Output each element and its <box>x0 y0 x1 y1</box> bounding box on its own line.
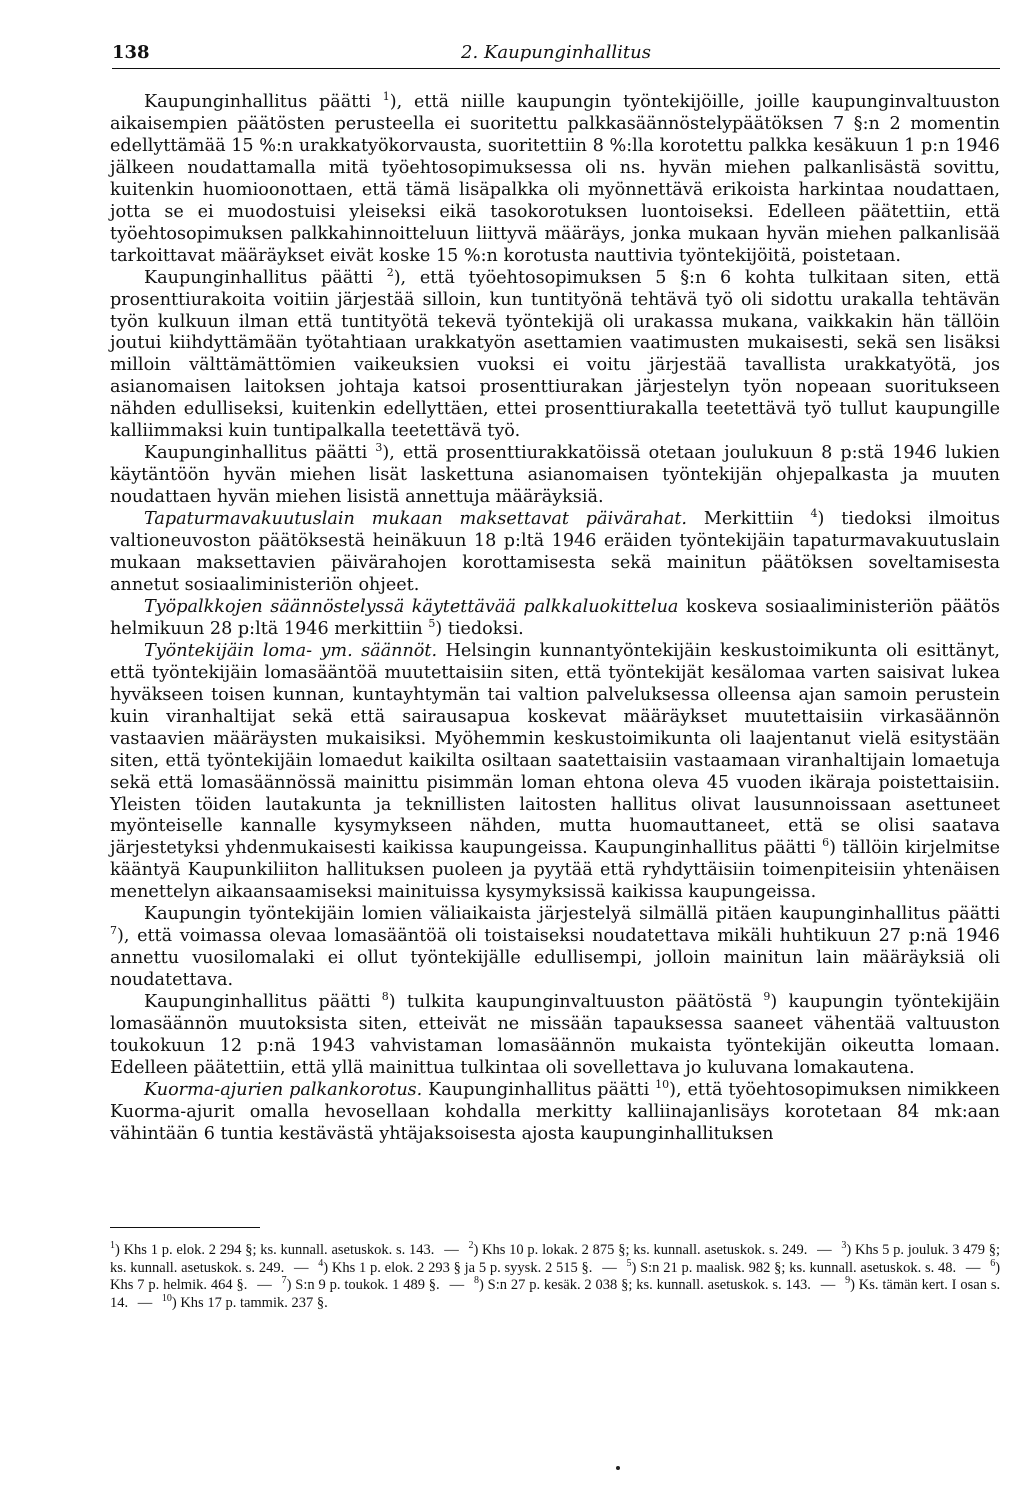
footnote-ref: 1 <box>382 90 390 104</box>
footnote-text: ) Khs 1 p. elok. 2 293 § ja 5 p. syysk. 2 515 §. <box>323 1259 593 1276</box>
footnote-number: 1 <box>110 1240 115 1252</box>
footnote-separator: — <box>444 1242 459 1258</box>
footnote-ref: 2 <box>386 265 394 279</box>
footnote-text: ) Khs 7 p. helmik. 464 §. <box>110 1259 1001 1294</box>
paragraph-text: Kaupunginhallitus päätti <box>144 267 387 288</box>
running-title: 2. Kaupunginhallitus <box>461 42 651 63</box>
footnote <box>626 1257 957 1276</box>
footnote-number: 7 <box>281 1275 287 1287</box>
footnote <box>110 1242 434 1258</box>
footnote-number: 2 <box>468 1240 474 1252</box>
paragraph-text: ) kaupungin työntekijäin lomasäännön muutoksista siten, etteivät ne missään tapauksessa saaneet vähentää valtuuston toukokuun 12 p:nä 1943 vahvistaman lomasäännön mukaista työntekijän oikeutta lomaan. Edelleen päätettiin, että yllä mainittua tulkintaa oli sovellettava jo kuluvana lomakautena. <box>110 992 1000 1078</box>
footnote-separator: — <box>293 1259 309 1276</box>
footnote-ref: 5 <box>428 617 436 631</box>
paragraph-text: ), että prosenttiurakkatöissä otetaan joulukuun 8 p:stä 1946 lukien käytäntöön hyvän miehen lisät laskettuna asianomaisen työntekijän ohjepalkasta ja muuten noudattaen hyvän miehen lisistä annettuja määräyksiä. <box>110 443 1000 508</box>
paragraph <box>110 904 1000 992</box>
footnote-ref: 3 <box>375 441 383 455</box>
paragraph-text: Kaupunginhallitus päätti <box>144 92 383 112</box>
paragraph-text: koskeva sosiaaliministeriön päätös helmikuun 28 p:ltä 1946 merkittiin <box>110 596 1000 639</box>
paragraph <box>110 992 1000 1080</box>
footnote-text: ) S:n 21 p. maalisk. 982 §; ks. kunnall. asetuskok. s. 48. <box>631 1259 957 1276</box>
page-header <box>112 40 1000 69</box>
page-number: 138 <box>112 42 150 63</box>
paragraph-text: Kaupunginhallitus päätti <box>144 443 376 464</box>
footnote-text: ) Khs 17 p. tammik. 237 §. <box>171 1294 328 1311</box>
paragraph-text: ), että työehtosopimuksen nimikkeen Kuorma-ajurit omalla hevosellaan kohdalla merkitty kalliinajanlisäys korotetaan 84 mk:aan vähintään 6 tuntia kestävästä yhtäjaksoisesta ajosta kaupunginhallituksen <box>110 1079 1000 1144</box>
footnotes <box>110 1242 1000 1312</box>
body-text <box>110 92 1000 1146</box>
paragraph-text: Merkittiin <box>686 509 811 530</box>
footnote-number: 9 <box>845 1275 851 1287</box>
paragraph-text: ), että niille kaupungin työntekijöille, joille kaupunginvaltuuston aikaisempien päätösten perusteella ei suoritettu palkkasäännöstelypäätöksen 7 §:n 2 momentin edellyttämää 15 %:n urakkatyökorvausta, suoritettiin 8 %:lla korotettu palkka kesäkuun 1 p:n 1946 jälkeen noudattamalla mitä työehtosopimuksessa oli ns. hyvän miehen palkanlisästä sovittu, kuitenkin huomioonottaen, että tämä lisäpalkka oli myönnettävä erikoista harkintaa noudattaen, jotta se ei muodostuisi yleiseksi eikä tasokorotuksen luontoiseksi. Edelleen päätettiin, että työehtosopimuksen palkkahinnoitteluun liittyvä määräys, jonka mukaan hyvän miehen palkanlisää tarkoittavat määräykset eivät koske 15 %:n korotusta nauttivia työntekijöitä, poistetaan. <box>110 92 1001 266</box>
footnote-separator: — <box>817 1242 832 1258</box>
footnote-separator: — <box>137 1294 153 1311</box>
paragraph <box>110 509 1000 597</box>
paragraph-text: Kaupunginhallitus päätti <box>422 1079 656 1100</box>
section-heading: Tapaturmavakuutuslain mukaan maksettavat päivärahat. <box>144 509 687 530</box>
section-heading: Työpalkkojen säännöstelyssä käytettävää palkkaluokittelua <box>144 596 679 617</box>
footnote-number: 5 <box>626 1257 632 1269</box>
paragraph-text: ) tiedoksi ilmoitus valtioneuvoston päätöksestä heinäkuun 18 p:ltä 1946 eräiden työntekijäin tapaturmavakuutuslain mukaan maksettavien päivärahojen korottamisesta sekä mainitun päätöksen soveltamisesta annetut sosiaaliministeriön ohjeet. <box>110 509 1000 595</box>
footnote-text: ) S:n 27 p. kesäk. 2 038 §; ks. kunnall. asetuskok. s. 143. <box>478 1277 811 1294</box>
paragraph-text: ) tulkita kaupunginvaltuuston päätöstä <box>388 992 764 1013</box>
footnote-separator: — <box>965 1259 981 1276</box>
paragraph <box>110 443 1000 509</box>
paragraph-text: ) tiedoksi. <box>435 618 524 639</box>
footnote <box>282 1277 440 1293</box>
paragraph <box>110 265 1000 444</box>
section-heading: Kuorma-ajurien palkankorotus. <box>144 1079 423 1100</box>
paragraph-text: Helsingin kunnantyöntekijäin keskustoimikunta oli esittänyt, että työntekijäin lomasääntöä muutettaisiin siten, että työntekijät kesälomaa varten saisivat lukea hyväkseen toisen kunnan, kuntayhtymän tai valtion palveluksessa olleensa ajan samoin perustein kuin viranhaltijat sekä että sairausapua koskevat määräykset muutettaisiin virkasäännön vastaavien määräysten mukaisiksi. Myöhemmin keskustoimikunta oli laajentanut vielä esitystään siten, että työntekijäin lomaedut kaikilta osiltaan saatettaisiin vastaamaan viranhaltijain lomaetuja sekä että lomasäännössä mainittu pisimmän loman ehtona oleva 45 vuoden ikäraja poistettaisiin. Yleisten töiden lautakunta ja teknillisten laitosten hallitus olivat lausunnoissaan asettuneet myönteiselle kannalle kysymykseen nähden, mutta huomauttaneet, että se olisi saatava järjestetyksi yhdenmukaisesti kaikissa kaupungeissa. Kaupunginhallitus päätti <box>110 640 1000 859</box>
footnote-text: ) S:n 9 p. toukok. 1 489 §. <box>286 1277 440 1294</box>
paragraph-text: Kaupunginhallitus päätti <box>144 992 382 1013</box>
footnote-text: ) Khs 1 p. elok. 2 294 §; ks. kunnall. asetuskok. s. 143. <box>115 1242 435 1258</box>
paragraph <box>110 1080 1000 1146</box>
footnote-text: ) Khs 5 p. jouluk. 3 479 §; ks. kunnall. asetuskok. s. 249. <box>110 1242 1001 1276</box>
paragraph <box>110 641 1000 904</box>
footnote <box>161 1292 328 1311</box>
footnote-ref: 10 <box>655 1078 670 1092</box>
footnote <box>318 1257 593 1276</box>
footnote-number: 6 <box>990 1257 996 1269</box>
paragraph <box>110 92 1000 268</box>
footnote-text: ) Ks. tämän kert. I osan s. 14. <box>110 1277 1001 1311</box>
section-heading: Työntekijäin loma- ym. säännöt. <box>144 640 438 661</box>
footnote-ref: 7 <box>110 924 117 938</box>
paragraph-text: ), että voimassa olevaa lomasääntöä oli toistaiseksi noudatettava mikäli huhtikuun 27 p:nä 1946 annettu vuosilomalaki ei ollut työntekijälle edullisempi, jolloin mainitun lain määräyksiä oli noudatettava. <box>110 926 1000 991</box>
footnote-number: 3 <box>841 1240 847 1252</box>
footnote-text: ) Khs 10 p. lokak. 2 875 §; ks. kunnall. asetuskok. s. 249. <box>473 1242 808 1258</box>
footnote-ref: 6 <box>822 836 830 850</box>
print-dot <box>616 1466 620 1470</box>
footnote-number: 4 <box>318 1257 324 1269</box>
paragraph-text: ), että työehtosopimuksen 5 §:n 6 kohta tulkitaan siten, että prosenttiurakoita voitiin järjestää silloin, kun tuntityönä tehtävä työ oli sidottu urakalla tehtävän työn kulkuun ilman että tuntityötä tekevä työntekijä oli urakassa mukana, vaikkakin hän tällöin joutui kiihdyttämään työtahtiaan urakkatyön asettamien vaatimusten mukaisesti, sekä sen lisäksi milloin välttämättömien vaikeuksien vuoksi ei voitu järjestää tavallista urakkatyötä, jos asianomaisen laitoksen johtaja katsoi prosenttiurakan järjestelyn työn nopeaan suoritukseen nähden edulliseksi, kuitenkin edellyttäen, ettei prosenttiurakalla teetettävä työ tullut kaupungille kalliimmaksi kuin tuntipalkalla teetettävä työ. <box>110 267 1000 442</box>
paragraph <box>110 597 1000 641</box>
footnote-rule <box>110 1227 260 1228</box>
footnote-ref: 9 <box>763 990 771 1004</box>
footnote-separator: — <box>257 1277 272 1294</box>
footnote-separator: — <box>449 1277 465 1294</box>
footnote-ref: 8 <box>381 990 389 1004</box>
paragraph-text: ) tällöin kirjelmitse kääntyä Kaupunkiliiton hallituksen puoleen ja pyytää että ryhdyttäisiin toimenpiteisiin yhtenäisen menettelyn aikaansaamiseksi mainituissa kysymyksissä kaikissa kaupungeissa. <box>110 838 1000 903</box>
paragraph-text: Kaupungin työntekijäin lomien väliaikaista järjestelyä silmällä pitäen kaupunginhallitus päätti <box>144 904 1000 925</box>
footnote-ref: 4 <box>810 507 818 521</box>
footnote <box>474 1277 811 1293</box>
footnote-number: 8 <box>473 1275 479 1287</box>
footnote <box>468 1242 807 1258</box>
footnote-separator: — <box>820 1277 836 1294</box>
footnote-separator: — <box>602 1259 617 1276</box>
footnote-number: 10 <box>161 1292 172 1304</box>
